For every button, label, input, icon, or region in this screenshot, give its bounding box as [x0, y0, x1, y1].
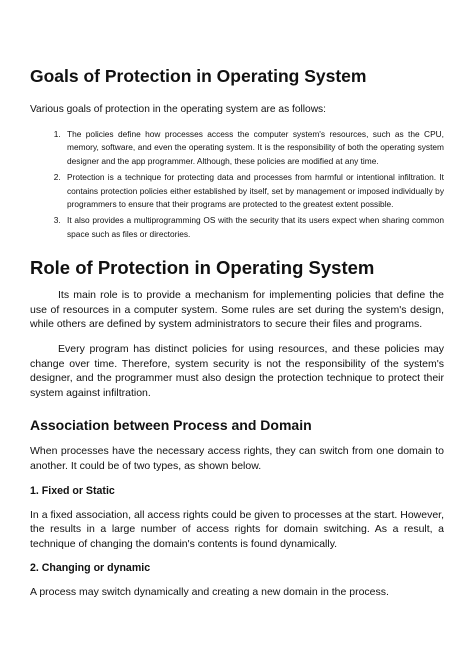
section-goals-intro: Various goals of protection in the operating system are as follows:: [30, 104, 326, 115]
goals-list-item-1: 1. The policies define how processes access the computer system's resources, such as the CPU, memory, software, and even the operating system. It is the responsibility of both the operating system designer and the app programmer. Although, these policies are modified at any time.: [63, 128, 444, 168]
role-paragraph-1: Its main role is to provide a mechanism for implementing policies that define the use of resources in a computer system. Some rules are set during the system's design, while others are defined by system administrators to secure their files and programs.: [30, 289, 444, 331]
section-association-title: Association between Process and Domain: [30, 417, 312, 434]
changing-dynamic-heading: 2. Changing or dynamic: [30, 562, 151, 575]
fixed-static-heading: 1. Fixed or Static: [30, 484, 115, 497]
section-goals-title: Goals of Protection in Operating System: [30, 66, 367, 86]
goals-list: [30, 128, 444, 241]
fixed-static-text: In a fixed association, all access rights could be given to processes at the start. However, the results in a large number of access rights for domain switching. As a result, a technique of changing the domain's contents is found dynamically.: [30, 508, 444, 550]
section-role-title: Role of Protection in Operating System: [30, 257, 375, 279]
role-paragraph-2: Every program has distinct policies for using resources, and these policies may change over time. Therefore, system security is not the responsibility of the system's designer, and the programmer must also design the protection technique to protect their system against infiltration.: [30, 343, 444, 399]
changing-dynamic-text: A process may switch dynamically and creating a new domain in the process.: [30, 586, 389, 599]
goals-list-item-2: 2. Protection is a technique for protecting data and processes from harmful or intentional infiltration. It contains protection policies either established by itself, set by management or imposed individually by programmers to ensure that their programs are protected to the greatest extent possible.: [63, 171, 444, 211]
association-intro: When processes have the necessary access rights, they can switch from one domain to another. It could be of two types, as shown below.: [30, 445, 444, 472]
goals-list-item-3: 3. It also provides a multiprogramming OS with the security that its users expect when sharing common space such as files or directories.: [63, 214, 444, 241]
